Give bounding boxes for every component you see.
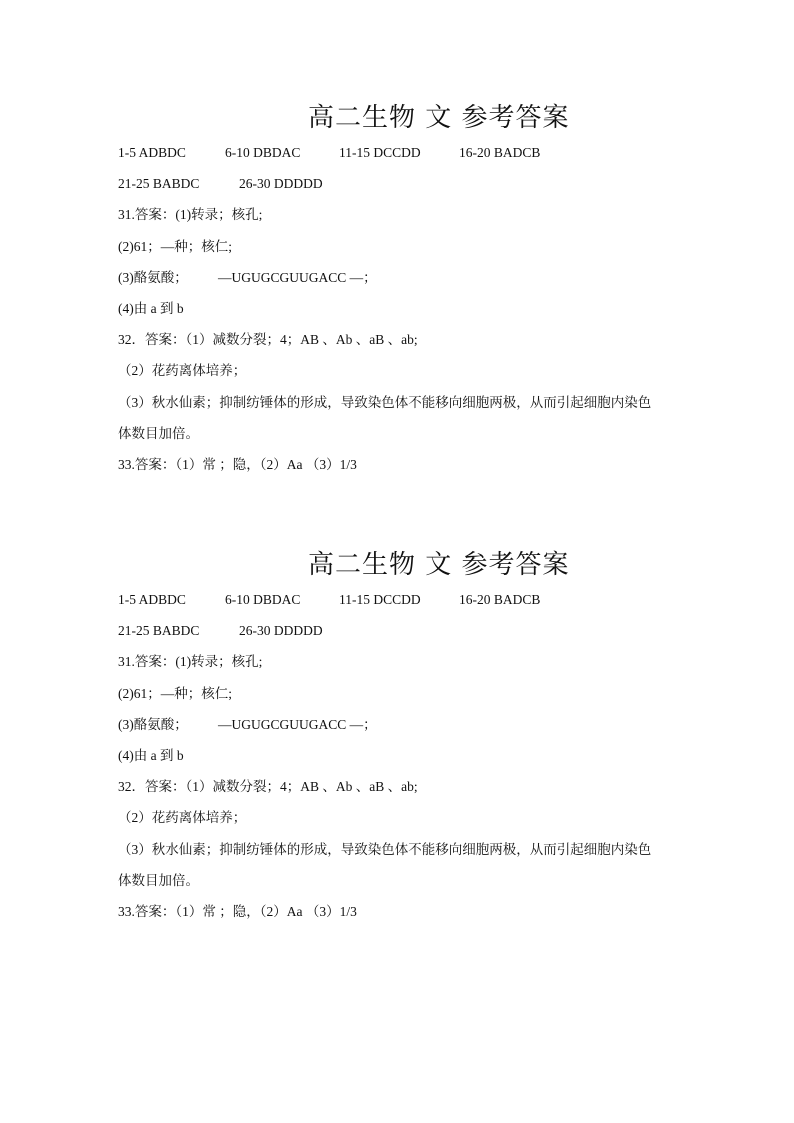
mc-answer-group: 21-25 BABDC — [118, 623, 200, 638]
page-title: 高二生物 文 参考答案 — [308, 103, 570, 133]
q31-line-3 — [118, 269, 377, 287]
mc-answer-group: 26-30 DDDDD — [239, 176, 323, 191]
q32-line-2: （2）花药离体培养； — [118, 810, 247, 825]
q32-line-4: 体数目加倍。 — [118, 873, 199, 888]
q31-line-3 — [118, 716, 377, 734]
mc-answer-group: 11-15 DCCDD — [339, 145, 421, 160]
q33-line-1: 33.答案：（1）常 ；隐，（2）Aa （3）1/3 — [118, 457, 357, 472]
page-title: 高二生物 文 参考答案 — [308, 550, 570, 580]
mc-answer-group: 1-5 ADBDC — [118, 592, 186, 607]
q31-line-4: (4)由 a 到 b — [118, 301, 184, 316]
mc-answer-group: 6-10 DBDAC — [225, 592, 301, 607]
mc-answer-group: 16-20 BADCB — [459, 145, 541, 160]
q31-line-2: (2)61；—种；核仁; — [118, 239, 232, 254]
mc-answers-row-2 — [118, 622, 323, 640]
mc-answer-group: 11-15 DCCDD — [339, 592, 421, 607]
mc-answer-group: 16-20 BADCB — [459, 592, 541, 607]
q32-line-3: （3）秋水仙素；抑制纺锤体的形成，导致染色体不能移向细胞两极，从而引起细胞内染色 — [118, 395, 652, 410]
mc-answers-row-1 — [118, 591, 540, 609]
mc-answer-group: 6-10 DBDAC — [225, 145, 301, 160]
q32-line-2: （2）花药离体培养； — [118, 363, 247, 378]
q31-line-1: 31.答案：(1)转录；核孔; — [118, 207, 263, 222]
q31-line-3-sequence: —UGUGCGUUGACC —； — [218, 270, 377, 285]
mc-answer-group: 1-5 ADBDC — [118, 145, 186, 160]
mc-answers-row-1 — [118, 144, 540, 162]
q32-line-1: 32．答案：（1）减数分裂；4；AB 、Ab 、aB 、ab; — [118, 779, 418, 794]
q31-line-3-answer: (3)酪氨酸； — [118, 717, 188, 732]
q31-line-4: (4)由 a 到 b — [118, 748, 184, 763]
q31-line-1: 31.答案：(1)转录；核孔; — [118, 654, 263, 669]
mc-answers-row-2 — [118, 175, 323, 193]
q32-line-1: 32．答案：（1）减数分裂；4；AB 、Ab 、aB 、ab; — [118, 332, 418, 347]
mc-answer-group: 21-25 BABDC — [118, 176, 200, 191]
q31-line-2: (2)61；—种；核仁; — [118, 686, 232, 701]
q33-line-1: 33.答案：（1）常 ；隐，（2）Aa （3）1/3 — [118, 904, 357, 919]
q32-line-4: 体数目加倍。 — [118, 426, 199, 441]
mc-answer-group: 26-30 DDDDD — [239, 623, 323, 638]
q32-line-3: （3）秋水仙素；抑制纺锤体的形成，导致染色体不能移向细胞两极，从而引起细胞内染色 — [118, 842, 652, 857]
q31-line-3-answer: (3)酪氨酸； — [118, 270, 188, 285]
q31-line-3-sequence: —UGUGCGUUGACC —； — [218, 717, 377, 732]
